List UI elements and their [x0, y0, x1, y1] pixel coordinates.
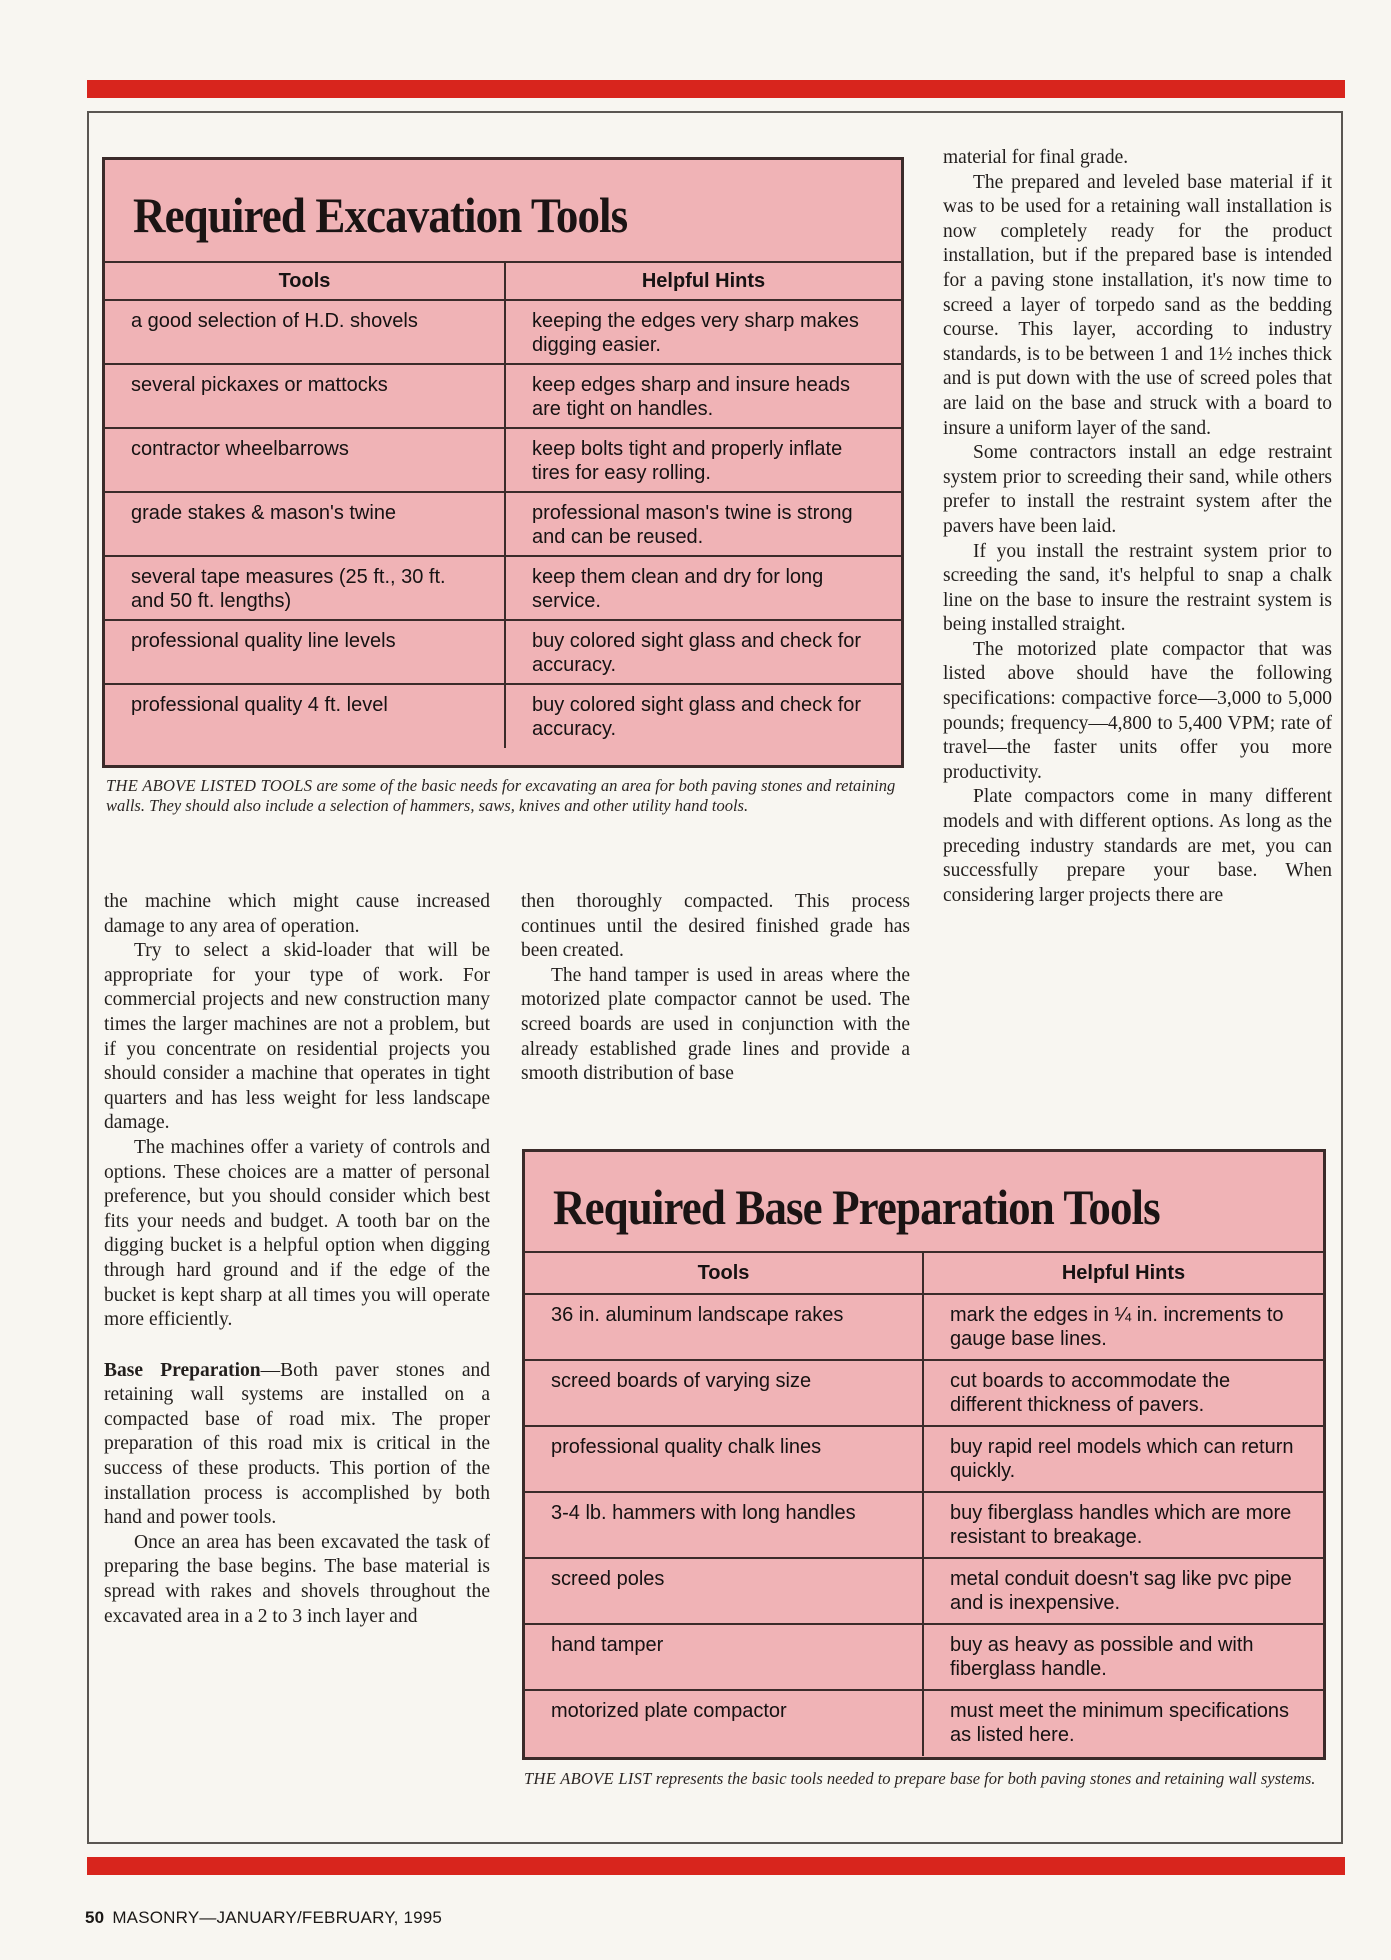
- paragraph: Once an area has been excavated the task of preparing the base begins. The base material is spread with rakes and shovels throughout the excavated area in a 2 to 3 inch layer and: [104, 1531, 490, 1627]
- hint-cell: metal conduit doesn't sag like pvc pipe and is inexpensive.: [923, 1558, 1323, 1624]
- table-row: [525, 1558, 1323, 1624]
- table-row: [105, 620, 901, 684]
- table-row: [525, 1492, 1323, 1558]
- hint-cell: buy colored sight glass and check for accuracy.: [532, 694, 862, 740]
- caption-body: are some of the basic needs for excavating an area for both paving stones and retaining walls. They should also include a selection of hammers, saws, knives and other utility hand tools.: [106, 776, 896, 815]
- article-column-right: [943, 146, 1332, 908]
- base-preparation-tools-box: [522, 1149, 1326, 1760]
- excavation-tools-title: Required Excavation Tools: [133, 187, 628, 243]
- table-header-row: [105, 262, 901, 300]
- excavation-tools-table: [105, 261, 901, 748]
- base-preparation-caption: [524, 1769, 1334, 1789]
- paragraph: Plate compactors come in many different models and with different options. As long as the preceding industry standards are met, you can successfully prepare your base. When considering larger projects there are: [943, 786, 1332, 906]
- tool-cell: grade stakes & mason's twine: [105, 492, 505, 556]
- hint-cell: buy colored sight glass and check for accuracy.: [505, 620, 901, 684]
- tool-cell: professional quality chalk lines: [525, 1426, 923, 1492]
- hint-cell: keep them clean and dry for long service.: [505, 556, 901, 620]
- table-row: [105, 428, 901, 492]
- tool-cell: screed boards of varying size: [525, 1360, 923, 1426]
- tool-cell: 36 in. aluminum landscape rakes: [525, 1294, 923, 1360]
- table-row: [105, 300, 901, 364]
- column-header-tools: Tools: [525, 1252, 923, 1294]
- excavation-caption: [106, 776, 918, 816]
- paragraph: the machine which might cause increased damage to any area of operation.: [104, 891, 490, 937]
- column-header-tools: Tools: [105, 262, 505, 300]
- tool-cell: several tape measures (25 ft., 30 ft. and 50 ft. lengths): [105, 556, 505, 620]
- paragraph: material for final grade.: [943, 147, 1129, 168]
- paragraph: The prepared and leveled base material if it was to be used for a retaining wall installation is now completely ready for the product installation, but if the prepared base is intended for a paving stone installation, it's now time to screed a layer of torpedo sand as the bedding course. This layer, according to industry standards, is to be between 1 and 1½ inches thick and is put down with the use of screed poles that are laid on the base and struck with a board to insure a uniform layer of the sand.: [943, 171, 1332, 439]
- column-header-hints: Helpful Hints: [923, 1252, 1323, 1294]
- excavation-tools-box: [102, 157, 904, 768]
- table-header-row: [525, 1252, 1323, 1294]
- table-row: [525, 1294, 1323, 1360]
- caption-body: represents the basic tools needed to prepare base for both paving stones and retaining wall systems.: [651, 1769, 1316, 1788]
- page-footer: [85, 1908, 442, 1928]
- table-row: [105, 556, 901, 620]
- hint-cell: cut boards to accommodate the different thickness of pavers.: [923, 1360, 1323, 1426]
- paragraph: The hand tamper is used in areas where the motorized plate compactor cannot be used. The screed boards are used in conjunction with the already established grade lines and provide a smooth distribution of base: [521, 964, 910, 1085]
- article-column-middle: [521, 890, 910, 1087]
- hint-cell: keep bolts tight and properly inflate tires for easy rolling.: [505, 428, 901, 492]
- hint-cell: buy fiberglass handles which are more resistant to breakage.: [923, 1492, 1323, 1558]
- section-heading: Base Preparation: [104, 1359, 261, 1381]
- tool-cell: screed poles: [525, 1558, 923, 1624]
- tool-cell: several pickaxes or mattocks: [105, 364, 505, 428]
- table-row: [105, 364, 901, 428]
- publication-line: MASONRY—JANUARY/FEBRUARY, 1995: [112, 1908, 443, 1927]
- base-preparation-tools-title: Required Base Preparation Tools: [553, 1179, 1160, 1235]
- table-row: [525, 1360, 1323, 1426]
- tool-cell: professional quality 4 ft. level: [105, 684, 505, 748]
- bottom-red-rule: [87, 1857, 1345, 1875]
- paragraph: then thoroughly compacted. This process continues until the desired finished grade has been created.: [521, 891, 910, 962]
- paragraph: The machines offer a variety of controls and options. These choices are a matter of personal preference, but you should consider which best fits your needs and budget. A tooth bar on the digging bucket is a helpful option when digging through hard ground and if the edge of the bucket is kept sharp at all times you will operate more efficiently.: [104, 1136, 490, 1331]
- table-row: [525, 1690, 1323, 1756]
- paragraph: Try to select a skid-loader that will be appropriate for your type of work. For commercial projects and new construction many times the larger machines are not a problem, but if you concentrate on residential projects you should consider a machine that operates in tight quarters and has less weight for less landscape damage.: [104, 940, 490, 1134]
- column-header-hints: Helpful Hints: [505, 262, 901, 300]
- top-red-rule: [87, 80, 1345, 98]
- caption-lead: THE ABOVE LISTED TOOLS: [106, 776, 313, 795]
- base-preparation-tools-table: [525, 1251, 1323, 1756]
- paragraph-body: —Both paver stones and retaining wall systems are installed on a compacted base of road mix. The proper preparation of this road mix is critical in the success of these products. This portion of the installation process is accomplished by both hand and power tools.: [104, 1359, 490, 1529]
- table-row: [525, 1426, 1323, 1492]
- hint-cell: buy as heavy as possible and with fiberglass handle.: [923, 1624, 1323, 1690]
- tool-cell: a good selection of H.D. shovels: [105, 300, 505, 364]
- hint-cell: professional mason's twine is strong and can be reused.: [505, 492, 901, 556]
- article-column-left: [104, 890, 490, 1629]
- tool-cell: motorized plate compactor: [525, 1690, 923, 1756]
- hint-cell: mark the edges in ¼ in. increments to gauge base lines.: [923, 1294, 1323, 1360]
- paragraph: The motorized plate compactor that was listed above should have the following specifications: compactive force—3,000 to 5,000 pounds; frequency—4,800 to 5,400 VPM; rate of travel—the faster units offer you more productivity.: [943, 638, 1332, 783]
- table-row: [525, 1624, 1323, 1690]
- tool-cell: hand tamper: [525, 1624, 923, 1690]
- caption-lead: THE ABOVE LIST: [524, 1769, 652, 1788]
- tool-cell: 3-4 lb. hammers with long handles: [525, 1492, 923, 1558]
- tool-cell: contractor wheelbarrows: [105, 428, 505, 492]
- paragraph: If you install the restraint system prior to screeding the sand, it's helpful to snap a chalk line on the base to insure the restraint system is being installed straight.: [943, 540, 1332, 636]
- hint-cell: keep edges sharp and insure heads are tight on handles.: [505, 364, 901, 428]
- paragraph: Some contractors install an edge restraint system prior to screeding their sand, while others prefer to install the restraint system after the pavers have been laid.: [943, 442, 1332, 537]
- hint-cell: keeping the edges very sharp makes digging easier.: [505, 300, 901, 364]
- table-row: [105, 684, 901, 748]
- hint-cell: must meet the minimum specifications as listed here.: [950, 1700, 1290, 1746]
- paragraph-base-preparation: [104, 1359, 490, 1531]
- page-number: 50: [85, 1908, 105, 1927]
- hint-cell: buy rapid reel models which can return quickly.: [923, 1426, 1323, 1492]
- table-row: [105, 492, 901, 556]
- tool-cell: professional quality line levels: [105, 620, 505, 684]
